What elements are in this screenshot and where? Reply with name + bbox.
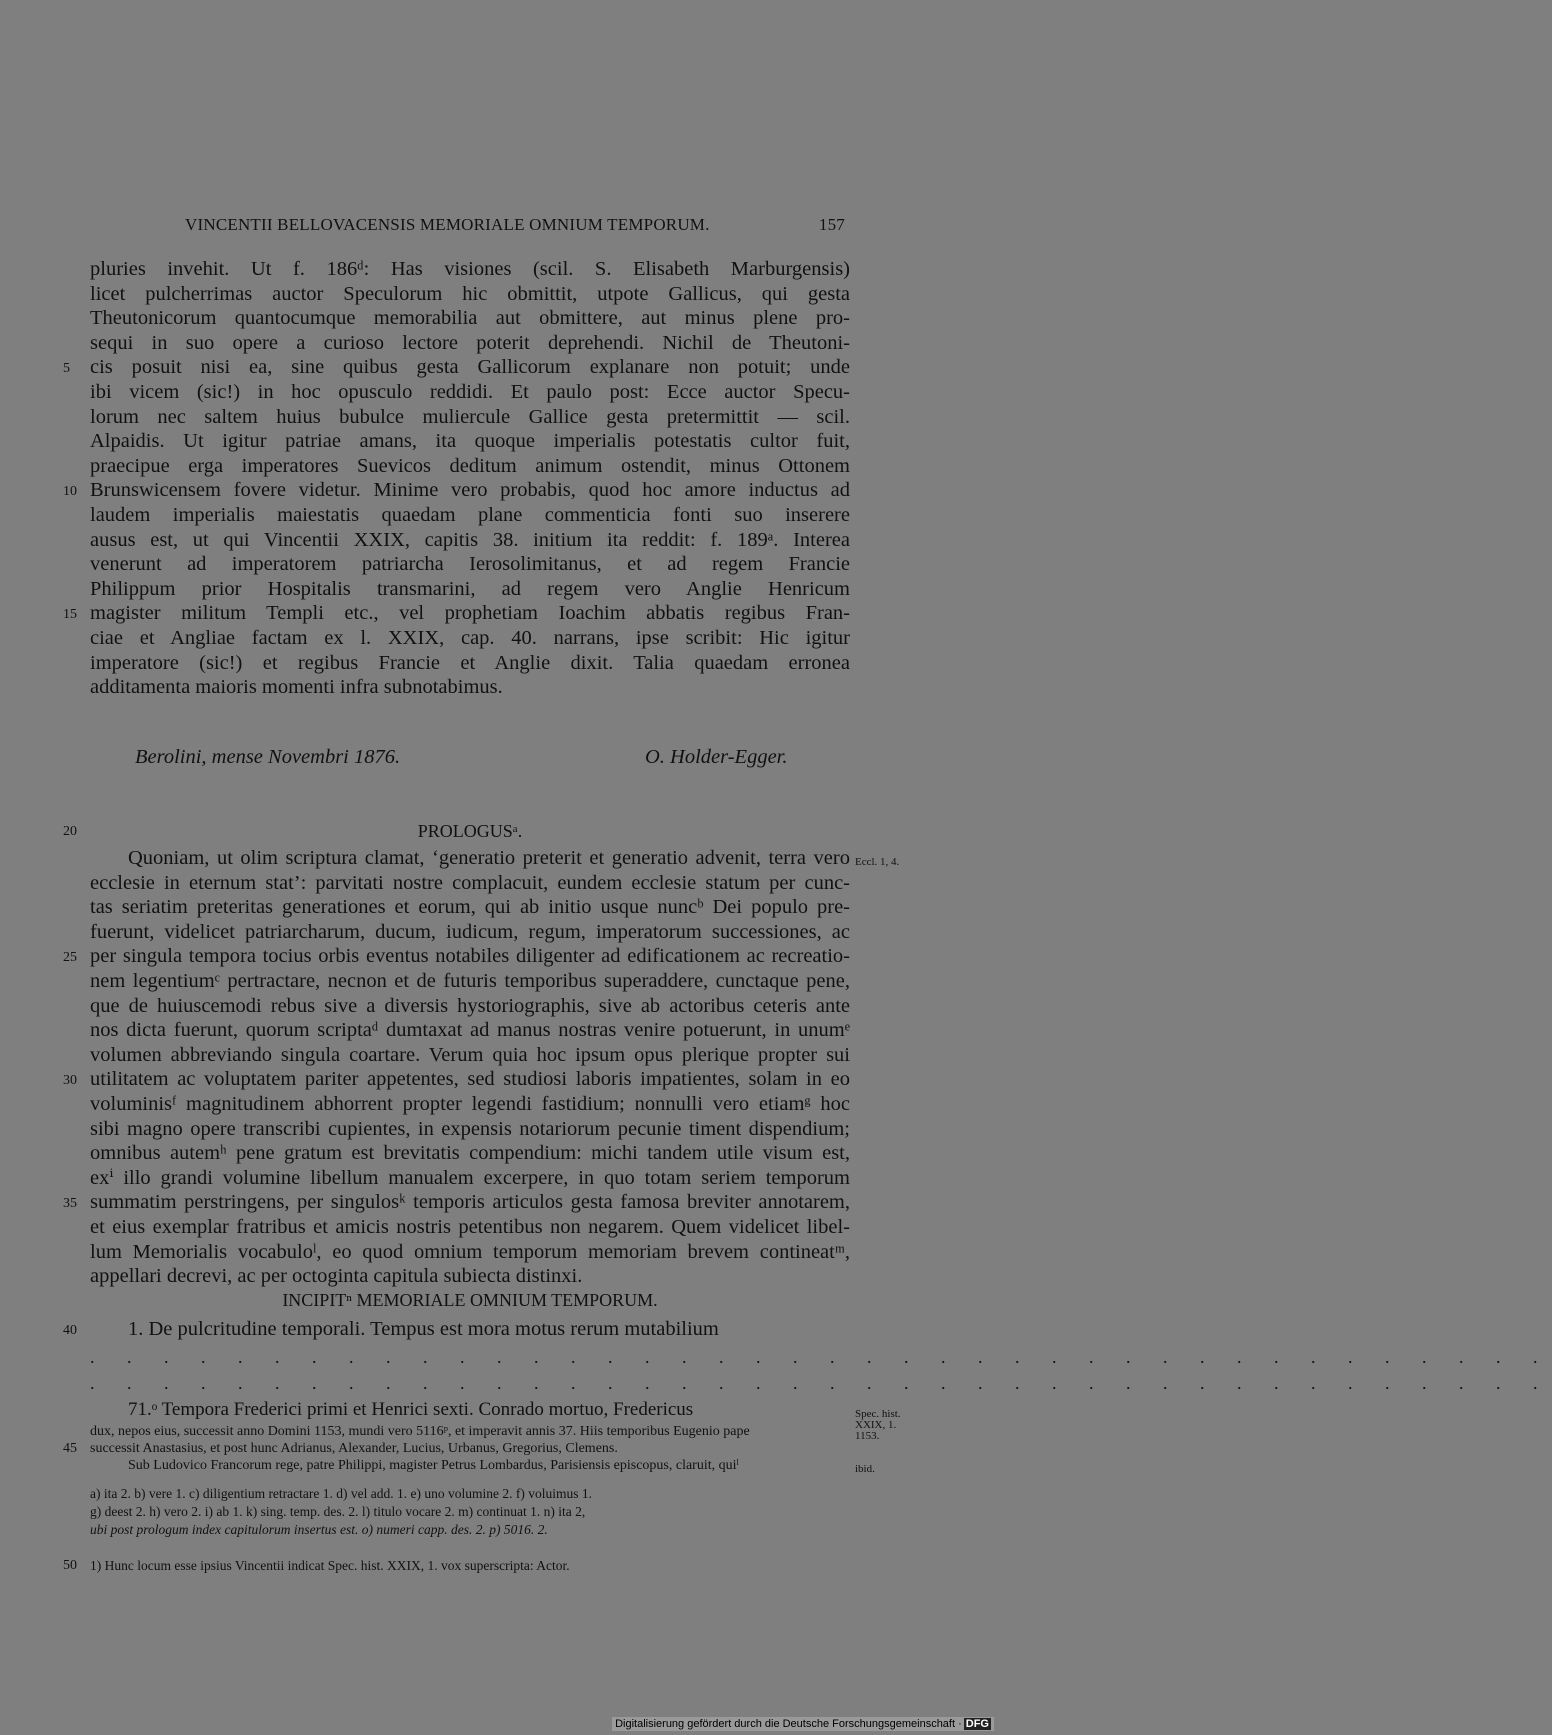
text-line xyxy=(63,355,850,380)
prologus-text xyxy=(63,846,900,1289)
line-text: exⁱ illo grandi volumine libellum manualem excerpere, in quo totam seriem temporum xyxy=(90,1166,850,1189)
text-line xyxy=(90,429,850,454)
text-line xyxy=(90,994,850,1019)
text-line xyxy=(90,1166,850,1191)
text-line xyxy=(90,1018,850,1043)
preface-text xyxy=(63,257,850,700)
margin-reference: ibid. xyxy=(855,1462,875,1475)
prologus-heading-row xyxy=(63,818,850,844)
line-text: Quoniam, ut olim scriptura clamat, ‘generatio preterit et generatio advenit, terra vero xyxy=(128,847,850,869)
dfg-logo: DFG xyxy=(965,1718,989,1730)
incipit-heading: INCIPITⁿ MEMORIALE OMNIUM TEMPORUM. xyxy=(282,1290,658,1310)
ellipsis-row: . . . . . . . . . . . . . . . . . . . . . . . . . . . . . . . . . . . . . . . . xyxy=(90,1373,1552,1393)
text-line xyxy=(63,1190,850,1215)
line-text: nos dicta fuerunt, quorum scriptaᵈ dumtaxat ad manus nostras venire potuerunt, in unumᵉ xyxy=(90,1019,850,1042)
line-text: Brunswicensem fovere videtur. Minime vero probabis, quod hoc amore inductus ad xyxy=(90,479,850,502)
margin-reference: 1153. xyxy=(855,1429,880,1442)
line-number: 5 xyxy=(63,361,70,377)
line-text: et eius exemplar fratribus et amicis nostris petentibus non negarem. Quem videlicet libel- xyxy=(90,1215,850,1238)
page-number: 157 xyxy=(818,215,845,234)
line-text: venerunt ad imperatorem patriarcha Ierosolimitanus, et ad regem Francie xyxy=(90,553,850,576)
line-text: Theutonicorum quantocumque memorabilia aut obmittere, aut minus plene pro- xyxy=(90,307,850,330)
line-text: omnibus autemʰ pene gratum est brevitatis compendium: michi tandem utile visum est, xyxy=(90,1142,850,1165)
explanatory-note xyxy=(63,1557,850,1575)
text-line xyxy=(90,651,850,676)
line-number: 40 xyxy=(63,1323,77,1338)
signature-place-date: Berolini, mense Novembri 1876. xyxy=(135,746,401,768)
line-number: 35 xyxy=(63,1196,77,1212)
chapter-71-line2: dux, nepos eius, successit anno Domini 1153, mundi vero 5116ᵖ, et imperavit annis 37. Hiis temporibus Eugenio pape xyxy=(90,1423,750,1439)
text-line xyxy=(63,601,850,626)
chapter-71-line3: successit Anastasius, et post hunc Adrianus, Alexander, Lucius, Urbanus, Gregorius, Clemens. xyxy=(90,1440,618,1456)
chapter-1-line: 1. De pulcritudine temporali. Tempus est mora motus rerum mutabilium xyxy=(128,1318,719,1340)
text-line xyxy=(90,1043,850,1068)
line-text: per singula tempora tocius orbis eventus notabiles diligenter ad edificationem ac recreatio- xyxy=(90,945,850,968)
line-text: appellari decrevi, ac per octoginta capitula subiecta distinxi. xyxy=(90,1265,583,1288)
text-line xyxy=(90,1240,850,1265)
line-number: 30 xyxy=(63,1073,77,1089)
line-text: magister militum Templi etc., vel prophetiam Ioachim abbatis regibus Fran- xyxy=(90,602,850,625)
line-text: Philippum prior Hospitalis transmarini, ad regem vero Anglie Henricum xyxy=(90,577,850,600)
text-line xyxy=(90,577,850,602)
text-line xyxy=(90,503,850,528)
text-line xyxy=(90,528,850,553)
margin-reference: XXIX, 1. xyxy=(855,1418,897,1431)
line-text: Alpaidis. Ut igitur patriae amans, ita quoque imperialis potestatis cultor fuit, xyxy=(90,430,850,453)
line-text: volumen abbreviando singula coartare. Verum quia hoc ipsum opus plerique propter sui xyxy=(90,1043,850,1066)
line-number: 25 xyxy=(63,950,77,966)
line-text: voluminisᶠ magnitudinem abhorrent propter legendi fastidium; nonnulli vero etiamᵍ hoc xyxy=(90,1092,850,1115)
line-number: 10 xyxy=(63,484,77,500)
prologus-heading: PROLOGUSᵃ. xyxy=(417,821,523,841)
line-text: imperatore (sic!) et regibus Francie et Anglie dixit. Talia quaedam erronea xyxy=(90,651,850,674)
running-title: VINCENTII BELLOVACENSIS MEMORIALE OMNIUM TEMPORUM. xyxy=(185,215,710,234)
text-line xyxy=(90,257,850,282)
line-text: sequi in suo opere a curioso lectore poterit deprehendi. Nichil de Theutoni- xyxy=(90,331,850,354)
chapter-71-line1: 71.ᵒ Tempora Frederici primi et Henrici sexti. Conrado mortuo, Fredericus xyxy=(128,1399,694,1420)
text-line xyxy=(90,454,850,479)
footnote-line: ubi post prologum index capitulorum insertus est. o) numeri capp. des. 2. p) 5016. 2. xyxy=(90,1522,548,1537)
credit-text: Digitalisierung gefördert durch die Deutsche Forschungsgemeinschaft · xyxy=(615,1718,962,1730)
text-line xyxy=(90,626,850,651)
line-text: ecclesie in eternum stat’: parvitati nostre complacuit, eundem ecclesie statum per cunc- xyxy=(90,871,850,894)
text-line xyxy=(90,282,850,307)
text-line xyxy=(90,969,850,994)
incipit-heading-row xyxy=(90,1287,850,1313)
line-text: summatim perstringens, per singulosᵏ temporis articulos gesta famosa breviter annotarem, xyxy=(90,1191,850,1214)
chapter-1 xyxy=(63,1317,850,1342)
text-line xyxy=(90,846,900,871)
text-line xyxy=(90,1215,850,1240)
text-line xyxy=(90,552,850,577)
line-text: praecipue erga imperatores Suevicos deditum animum ostendit, minus Ottonem xyxy=(90,454,850,477)
margin-reference: Eccl. 1, 4. xyxy=(855,856,900,868)
line-number: 50 xyxy=(63,1558,77,1573)
text-line xyxy=(90,871,850,896)
signature-author: O. Holder-Egger. xyxy=(645,746,788,768)
line-text: que de huiuscemodi rebus sive a diversis hystoriographis, sive ab actoribus ceteris ante xyxy=(90,994,850,1017)
text-line xyxy=(90,920,850,945)
line-text: utilitatem ac voluptatem pariter appetentes, sed studiosi laboris impatientes, solam in eo xyxy=(90,1068,850,1091)
line-text: lorum nec saltem huius bubulce muliercule Gallice gesta pretermittit — scil. xyxy=(90,405,850,428)
line-text: licet pulcherrimas auctor Speculorum hic obmittit, utpote Gallicus, qui gesta xyxy=(90,282,850,305)
text-line xyxy=(90,1264,850,1289)
text-line xyxy=(90,405,850,430)
footnote-line: g) deest 2. h) vero 2. i) ab 1. k) sing. temp. des. 2. l) titulo vocare 2. m) continuat 1. n) ita 2, xyxy=(90,1504,586,1519)
text-line xyxy=(90,1141,850,1166)
line-number: 20 xyxy=(63,824,77,839)
text-line xyxy=(90,895,850,920)
line-text: tas seriatim preteritas generationes et eorum, qui ab initio usque nuncᵇ Dei populo pre- xyxy=(90,896,850,919)
line-text: pluries invehit. Ut f. 186ᵈ: Has visiones (scil. S. Elisabeth Marburgensis) xyxy=(90,258,850,280)
text-line xyxy=(63,478,850,503)
note-text: 1) Hunc locum esse ipsius Vincentii indicat Spec. hist. XXIX, 1. vox superscripta: Actor. xyxy=(90,1558,570,1573)
line-text: fuerunt, videlicet patriarcharum, ducum, iudicum, regum, imperatorum successiones, ac xyxy=(90,920,850,943)
line-text: nem legentiumᶜ pertractare, necnon et de futuris temporibus superaddere, cunctaque pene, xyxy=(90,969,850,992)
line-number: 15 xyxy=(63,607,77,623)
line-number: 45 xyxy=(63,1440,77,1456)
text-line xyxy=(90,331,850,356)
line-text: ibi vicem (sic!) in hoc opusculo reddidi. Et paulo post: Ecce auctor Specu- xyxy=(90,380,850,403)
text-line xyxy=(90,380,850,405)
line-text: ausus est, ut qui Vincentii XXIX, capitis 38. initium ita reddit: f. 189ᵃ. Interea xyxy=(90,528,850,551)
line-text: laudem imperialis maiestatis quaedam plane commenticia fonti suo inserere xyxy=(90,503,850,526)
text-line xyxy=(63,944,850,969)
ellipsis-row: . . . . . . . . . . . . . . . . . . . . . . . . . . . . . . . . . . . . . . . . xyxy=(90,1347,1552,1367)
text-line xyxy=(90,675,850,700)
line-text: ciae et Angliae factam ex l. XXIX, cap. 40. narrans, ipse scribit: Hic igitur xyxy=(90,626,850,649)
chapter-71 xyxy=(63,1398,901,1475)
line-text: cis posuit nisi ea, sine quibus gesta Gallicorum explanare non potuit; unde xyxy=(90,356,850,379)
chapter-71-line4: Sub Ludovico Francorum rege, patre Philippi, magister Petrus Lombardus, Parisiensis episcopus, claruit, quiˡ xyxy=(128,1457,739,1473)
text-line xyxy=(90,1117,850,1142)
line-text: sibi magno opere transcribi cupientes, in expensis notariorum pecunie timent dispendium; xyxy=(90,1117,850,1140)
line-text: additamenta maioris momenti infra subnotabimus. xyxy=(90,676,503,699)
margin-reference: Spec. hist. xyxy=(855,1408,901,1420)
digitization-credit xyxy=(612,1717,994,1731)
text-line xyxy=(63,1067,850,1092)
line-text: lum Memorialis vocabuloˡ, eo quod omnium temporum memoriam brevem contineatᵐ, xyxy=(90,1240,850,1263)
text-line xyxy=(90,306,850,331)
footnote-line: a) ita 2. b) vere 1. c) diligentium retractare 1. d) vel add. 1. e) uno volumine 2. f) voluimus 1. xyxy=(90,1486,592,1501)
text-line xyxy=(90,1092,850,1117)
footnotes xyxy=(90,1485,850,1539)
